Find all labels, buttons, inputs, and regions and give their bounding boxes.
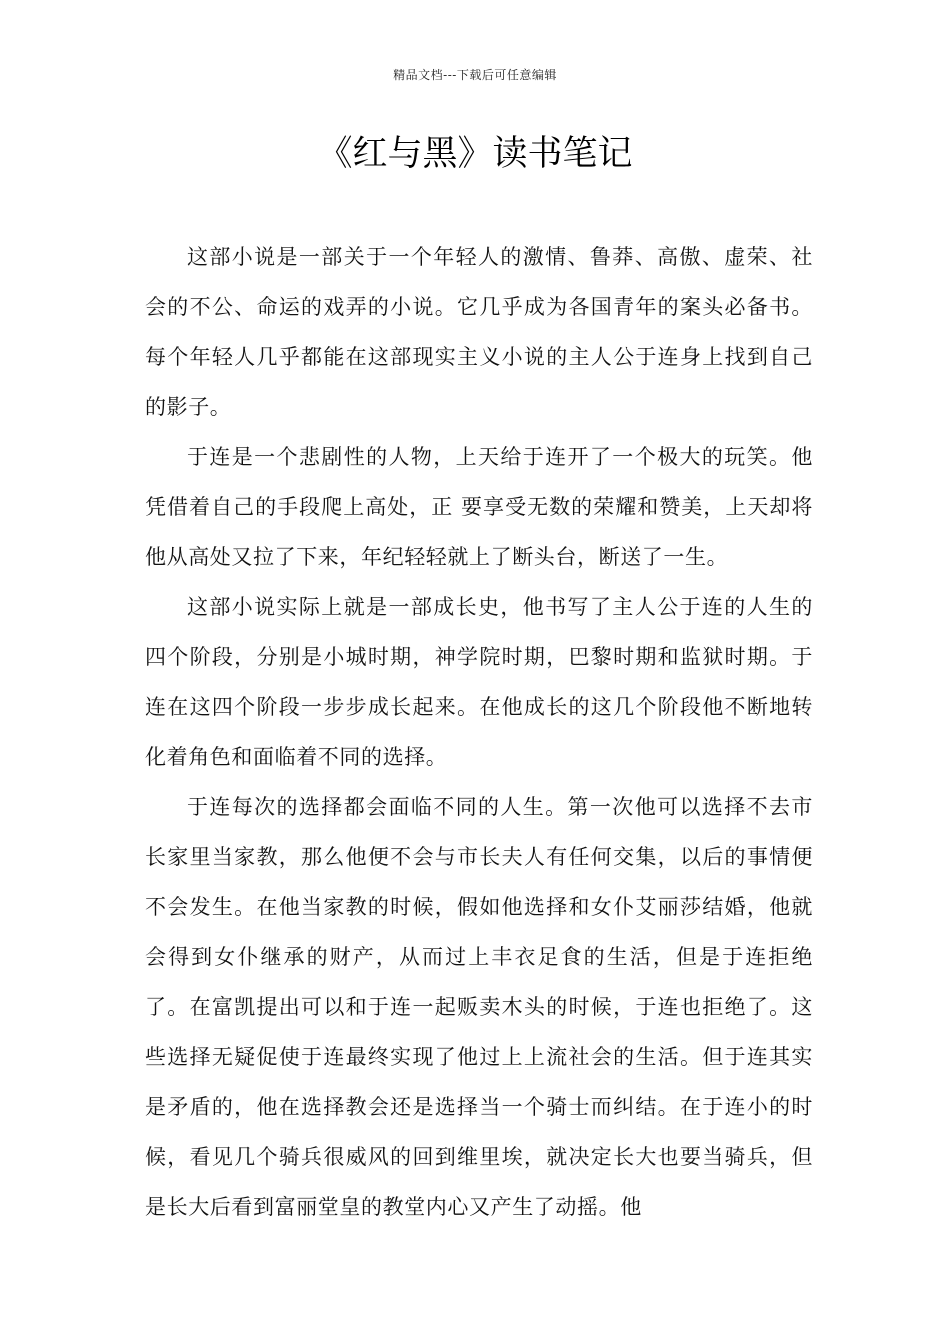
paragraph-1: 这部小说是一部关于一个年轻人的激情、鲁莽、高傲、虚荣、社会的不公、命运的戏弄的小说。它几乎成为各国青年的案头必备书。每个年轻人几乎都能在这部现实主义小说的主人公于连身上找到自己的影子。: [145, 245, 813, 419]
document-title: 《红与黑》读书笔记: [317, 134, 633, 174]
paragraph-2: 于连是一个悲剧性的人物，上天给于连开了一个极大的玩笑。他凭借着自己的手段爬上高处，正 要享受无数的荣耀和赞美，上天却将他从高处又拉了下来，年纪轻轻就上了断头台，断送了一生。: [145, 445, 813, 569]
paragraph-4: 于连每次的选择都会面临不同的人生。第一次他可以选择不去市长家里当家教，那么他便不会与市长夫人有任何交集，以后的事情便不会发生。在他当家教的时候，假如他选择和女仆艾丽莎结婚，他就会得到女仆继承的财产，从而过上丰衣足食的生活，但是于连拒绝了。在富凯提出可以和于连一起贩卖木头的时候，于连也拒绝了。这些选择无疑促使于连最终实现了他过上上流社会的生活。但于连其实是矛盾的，他在选择教会还是选择当一个骑士而纠结。在于连小的时候，看见几个骑兵很威风的回到维里埃，就决定长大也要当骑兵，但是长大后看到富丽堂皇的教堂内心又产生了动摇。他: [145, 795, 813, 1219]
paragraph-3: 这部小说实际上就是一部成长史，他书写了主人公于连的人生的四个阶段，分别是小城时期，神学院时期，巴黎时期和监狱时期。于连在这四个阶段一步步成长起来。在他成长的这几个阶段他不断地转化着角色和面临着不同的选择。: [145, 595, 813, 769]
header-note: 精品文档---下载后可任意编辑: [393, 68, 557, 82]
document-body: [145, 232, 813, 1232]
